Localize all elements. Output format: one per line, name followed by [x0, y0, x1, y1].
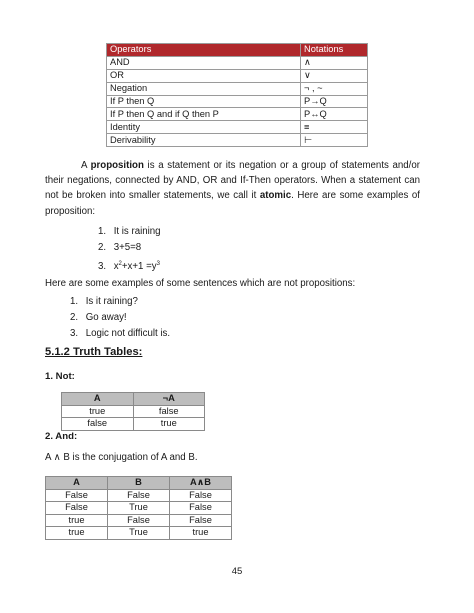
operators-table-header: [107, 44, 368, 57]
table-row: [107, 69, 368, 82]
para-tail: . Here are some examples of proposition:: [45, 190, 420, 217]
table-row: [107, 121, 368, 134]
table-header-row: [46, 477, 232, 490]
table-row: [107, 108, 368, 121]
operator-notation: ≡: [301, 121, 368, 134]
table-row: False False False: [46, 489, 232, 502]
list-item: 3. $x^2+x+1 =y^3$: [98, 261, 160, 273]
table-row: [107, 95, 368, 108]
and-label: 2. And:: [45, 431, 78, 442]
column-header: ¬A: [133, 393, 205, 406]
list-item: 2. Go away!: [70, 312, 127, 323]
proposition-definition: [45, 158, 420, 219]
notations-header: Notations: [301, 44, 368, 57]
term-atomic: atomic: [259, 190, 292, 202]
list-item: 1. Is it raining?: [70, 296, 138, 307]
non-proposition-intro: Here are some examples of some sentences which are not propositions:: [45, 278, 356, 289]
operators-table: [106, 43, 368, 147]
table-row: true True true: [46, 527, 232, 540]
operator-notation: ∧: [301, 56, 368, 69]
and-sentence: A ∧ B is the conjugation of A and B.: [45, 452, 198, 463]
table-row: false true: [62, 418, 205, 431]
operator-name: If P then Q and if Q then P: [107, 108, 301, 121]
proposition-examples-list: [98, 224, 161, 275]
table-row: False True False: [46, 502, 232, 515]
operator-notation: P→Q: [301, 95, 368, 108]
operator-name: OR: [107, 69, 301, 82]
operator-name: Negation: [107, 82, 301, 95]
table-row: [107, 56, 368, 69]
table-row: [107, 134, 368, 147]
operator-notation: ¬ , ~: [301, 82, 368, 95]
table-row: [107, 82, 368, 95]
operator-name: AND: [107, 56, 301, 69]
operator-name: Derivability: [107, 134, 301, 147]
column-header: A∧B: [170, 477, 232, 490]
para-mid: is a statement or its negation or a group of statements and/or their negations, connected by AND, OR and If-Then operators. When a statement can not be broken into smaller statements, we call it: [45, 160, 420, 202]
operator-name: If P then Q: [107, 95, 301, 108]
page-number: 45: [231, 566, 243, 577]
and-truth-table: [45, 476, 232, 540]
table-header-row: [62, 393, 205, 406]
column-header: B: [108, 477, 170, 490]
operator-notation: ⊢: [301, 134, 368, 147]
operator-notation: ∨: [301, 69, 368, 82]
table-row: true False False: [46, 514, 232, 527]
para-lead: A: [81, 160, 91, 171]
not-truth-table: [61, 392, 205, 431]
section-heading: 5.1.2 Truth Tables:: [45, 346, 143, 358]
not-label: 1. Not:: [45, 371, 75, 382]
operators-header: Operators: [107, 44, 301, 57]
term-proposition: proposition: [90, 160, 144, 171]
non-proposition-list: [70, 294, 170, 342]
list-item: 1. It is raining: [98, 226, 161, 237]
operator-name: Identity: [107, 121, 301, 134]
table-row: true false: [62, 405, 205, 418]
list-item: 2. 3+5=8: [98, 242, 142, 253]
list-item: 3. Logic not difficult is.: [70, 328, 171, 339]
column-header: A: [46, 477, 108, 490]
column-header: A: [62, 393, 134, 406]
operator-notation: P↔Q: [301, 108, 368, 121]
